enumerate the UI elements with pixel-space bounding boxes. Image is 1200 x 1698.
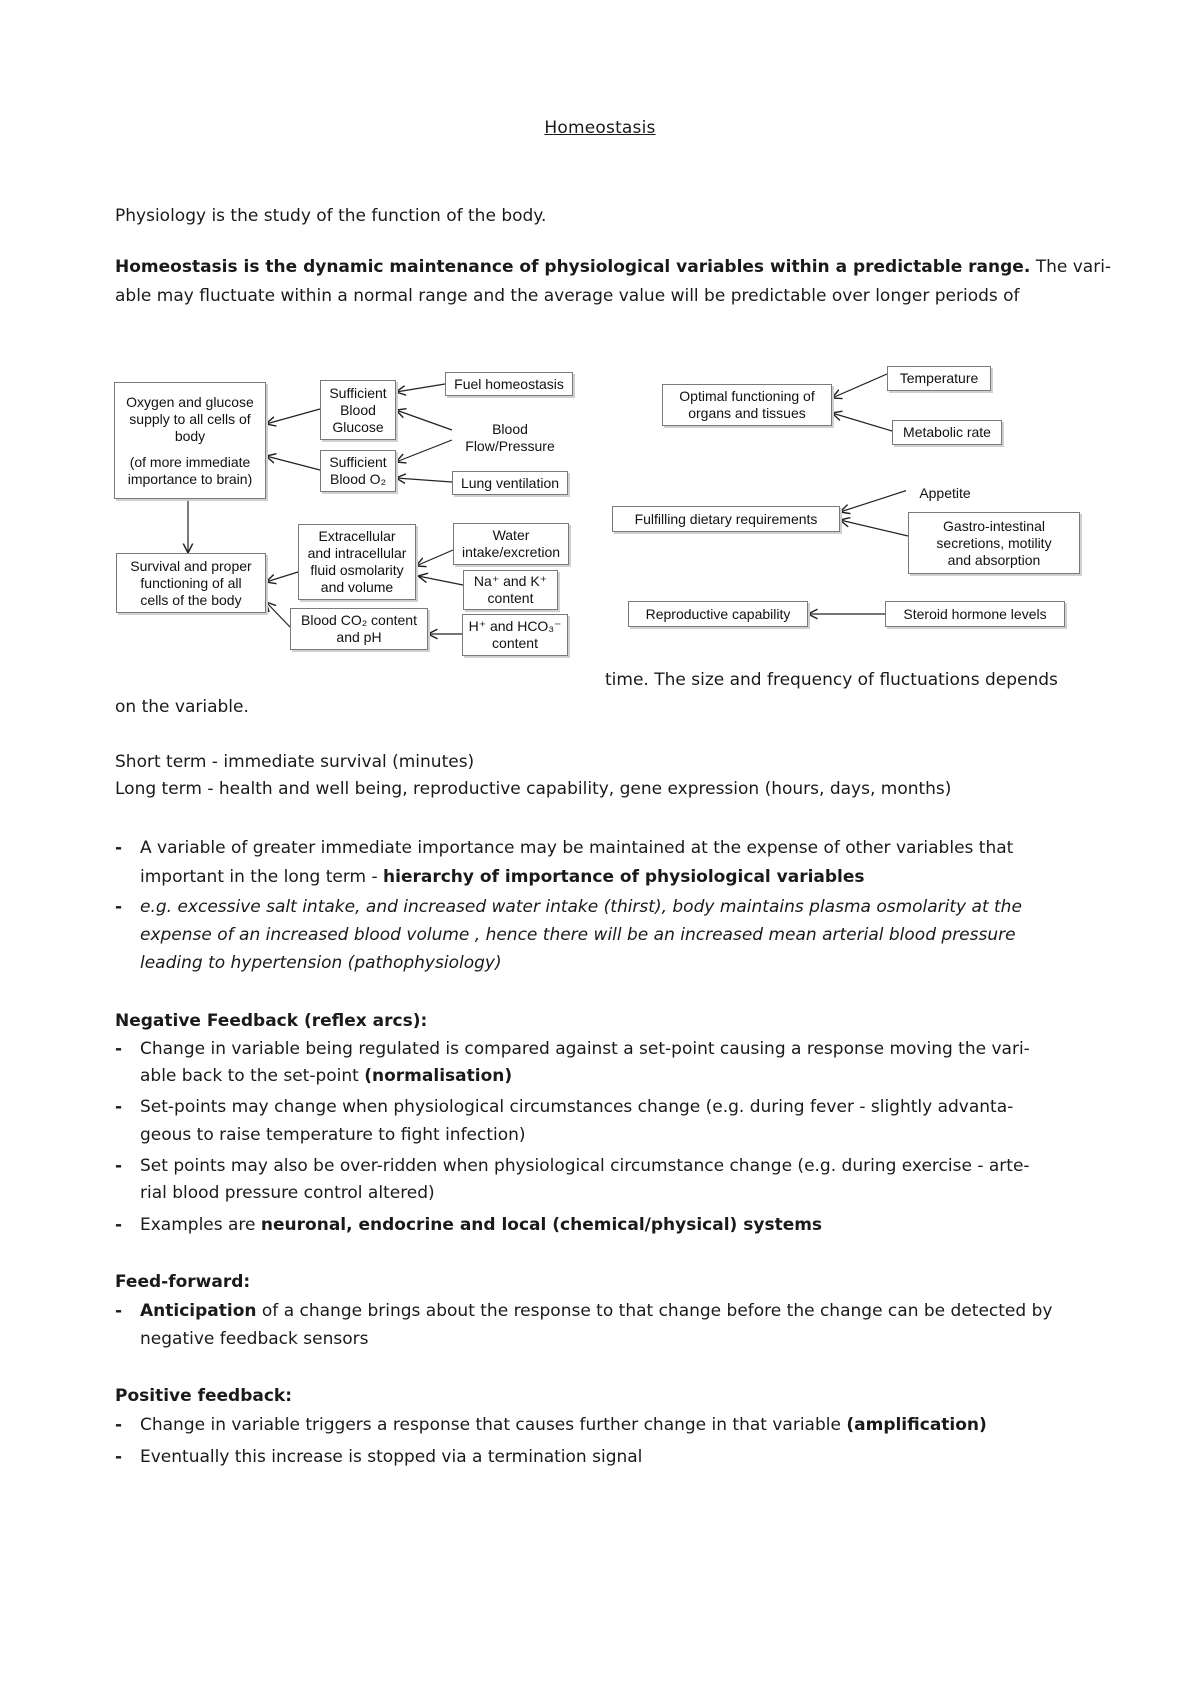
box-blood-co2-line-2: and pH [336,629,382,645]
box-optimal-line-1: Optimal functioning of [679,388,815,404]
nf-b4-bold: neuronal, endocrine and local (chemical/physical) systems [260,1215,823,1235]
box-extracellular-line-2: and intracellular [307,545,407,561]
ff-b1-bold: Anticipation [140,1301,257,1321]
box-sufficient-glucose [320,380,396,440]
nf-b1-line-1: Change in variable being regulated is compared against a set-point causing a response moving the vari- [140,1039,1030,1059]
bullet-dash: - [115,1215,123,1235]
nf-b1-line-2-bold: (normalisation) [364,1066,513,1086]
box-h-hco3-line-1: H⁺ and HCO₃⁻ [468,618,562,634]
box-sufficient-glucose-line-3: Glucose [332,418,384,435]
box-h-hco3 [462,614,568,656]
bullet-dash: - [115,897,123,917]
nf-b2-line-1: Set-points may change when physiological circumstances change (e.g. during fever - slightly advanta- [140,1097,1014,1117]
box-sufficient-o2-line-1: Sufficient [329,454,387,470]
arrow-flow-to-o2 [396,440,452,462]
negative-feedback-heading: Negative Feedback (reflex arcs): [115,1011,428,1031]
box-appetite: Appetite [906,482,984,504]
page-title: Homeostasis [544,118,656,138]
box-sufficient-glucose-line-1: Sufficient [329,384,387,401]
arrow-appetite-to-dietary [840,490,908,512]
box-metabolic-rate: Metabolic rate [892,420,1002,445]
definition-line-3: time. The size and frequency of fluctuations depends [605,670,1058,690]
hierarchy-b2-line-1: e.g. excessive salt intake, and increased water intake (thirst), body maintains plasma osmolarity at the [140,897,1022,917]
box-h-hco3-line-2: content [492,635,538,651]
box-survival [116,553,266,613]
arrow-glucose-to-supply [266,409,320,424]
nf-b3-line-2: rial blood pressure control altered) [140,1183,435,1203]
arrow-flow-to-glucose [396,410,452,430]
pf-b1-bold: (amplification) [846,1415,987,1435]
box-sufficient-o2-line-2: Blood O₂ [329,471,387,487]
box-oxygen-glucose-line-6: importance to brain) [127,470,253,487]
feed-forward-heading: Feed-forward: [115,1272,251,1292]
arrow-co2-to-survival [266,602,290,627]
hierarchy-b2-line-2: expense of an increased blood volume , hence there will be an increased mean arterial blood pressure [140,925,1016,945]
box-extracellular-line-3: fluid osmolarity [310,562,404,578]
arrow-fuel-to-glucose [396,384,445,392]
box-gastro-line-1: Gastro-intestinal [943,517,1045,534]
box-oxygen-glucose-line-3: body [174,427,206,444]
bullet-dash: - [115,1301,123,1321]
bullet-dash: - [115,1156,123,1176]
box-survival-line-2: functioning of all [140,574,242,591]
box-extracellular [298,524,416,600]
arrow-o2-to-supply [266,456,320,470]
definition-rest: The vari- [1030,257,1112,277]
positive-feedback-heading: Positive feedback: [115,1386,293,1406]
bullet-dash: - [115,1039,123,1059]
bullet-dash: - [115,1415,123,1435]
box-reproductive: Reproductive capability [628,601,808,627]
definition-line-2: able may fluctuate within a normal range and the average value will be predictable over longer periods of [115,286,1020,306]
box-lung-ventilation: Lung ventilation [452,471,568,495]
box-oxygen-glucose-line-5: (of more immediate [129,453,251,470]
box-water-intake [453,523,569,565]
box-survival-line-1: Survival and proper [130,557,252,574]
ff-b1-plain: of a change brings about the response to that change before the change can be detected by [256,1301,1053,1321]
bullet-dash: - [115,1447,123,1467]
arrow-water-to-extracellular [416,550,453,566]
pf-b2: Eventually this increase is stopped via a termination signal [140,1447,643,1467]
definition-line-4: on the variable. [115,697,249,717]
hierarchy-b1-line-2-plain: important in the long term - [140,867,384,887]
box-sufficient-o2 [320,450,396,492]
nf-b4-plain: Examples are [140,1215,261,1235]
box-temperature: Temperature [887,366,991,391]
box-na-k-line-2: content [487,590,534,606]
box-fuel-homeostasis: Fuel homeostasis [445,372,573,396]
box-blood-flow [452,417,568,459]
box-optimal-line-2: organs and tissues [688,405,806,421]
box-gastro [908,512,1080,574]
arrow-metabolic-to-optimal [832,413,892,431]
box-na-k [463,570,558,610]
nf-b2-line-2: geous to raise temperature to fight infection) [140,1125,526,1145]
box-gastro-line-2: secretions, motility [936,534,1052,551]
box-optimal-functioning [662,384,832,426]
box-steroid: Steroid hormone levels [885,601,1065,627]
box-oxygen-glucose-line-1: Oxygen and glucose [126,393,254,410]
box-water-intake-line-2: intake/excretion [461,544,561,560]
box-blood-co2 [290,608,428,650]
hierarchy-b1-line-2-bold: hierarchy of importance of physiological variables [383,867,865,887]
bullet-dash: - [115,838,123,858]
bullet-dash: - [115,1097,123,1117]
box-survival-line-3: cells of the body [140,591,242,608]
box-extracellular-line-4: and volume [320,579,394,595]
box-na-k-line-1: Na⁺ and K⁺ [473,573,548,589]
arrow-temperature-to-optimal [832,374,887,398]
hierarchy-b1-line-1: A variable of greater immediate importance may be maintained at the expense of other variables that [140,838,1014,858]
arrow-lung-to-o2 [396,478,452,482]
definition-line-1 [115,254,1111,281]
box-blood-flow-line-1: Blood [492,421,528,437]
box-blood-flow-line-2: Flow/Pressure [465,438,555,454]
arrow-nak-to-extracellular [418,576,463,585]
pf-b1-plain: Change in variable triggers a response that causes further change in that variable [140,1415,847,1435]
nf-b1-line-2-plain: able back to the set-point [140,1066,365,1086]
arrow-gastro-to-dietary [840,520,908,536]
arrow-extracellular-to-survival [266,572,298,582]
ff-b1-line-2: negative feedback sensors [140,1329,369,1349]
box-oxygen-glucose-supply [114,382,266,499]
box-water-intake-line-1: Water [492,527,530,543]
hierarchy-b2-line-3: leading to hypertension (pathophysiology) [140,953,502,973]
box-oxygen-glucose-line-2: supply to all cells of [129,410,251,427]
box-blood-co2-line-1: Blood CO₂ content [301,612,417,628]
definition-bold: Homeostasis is the dynamic maintenance of physiological variables within a predictable range. [115,257,1031,277]
box-gastro-line-3: and absorption [947,551,1041,568]
box-dietary: Fulfilling dietary requirements [612,506,840,532]
short-term-text: Short term - immediate survival (minutes) [115,752,475,772]
nf-b3-line-1: Set points may also be over-ridden when physiological circumstance change (e.g. during exercise - arte- [140,1156,1030,1176]
long-term-text: Long term - health and well being, reproductive capability, gene expression (hours, days, months) [115,779,952,799]
box-sufficient-glucose-line-2: Blood [340,401,376,418]
intro-text: Physiology is the study of the function of the body. [115,206,547,226]
box-extracellular-line-1: Extracellular [318,528,396,544]
